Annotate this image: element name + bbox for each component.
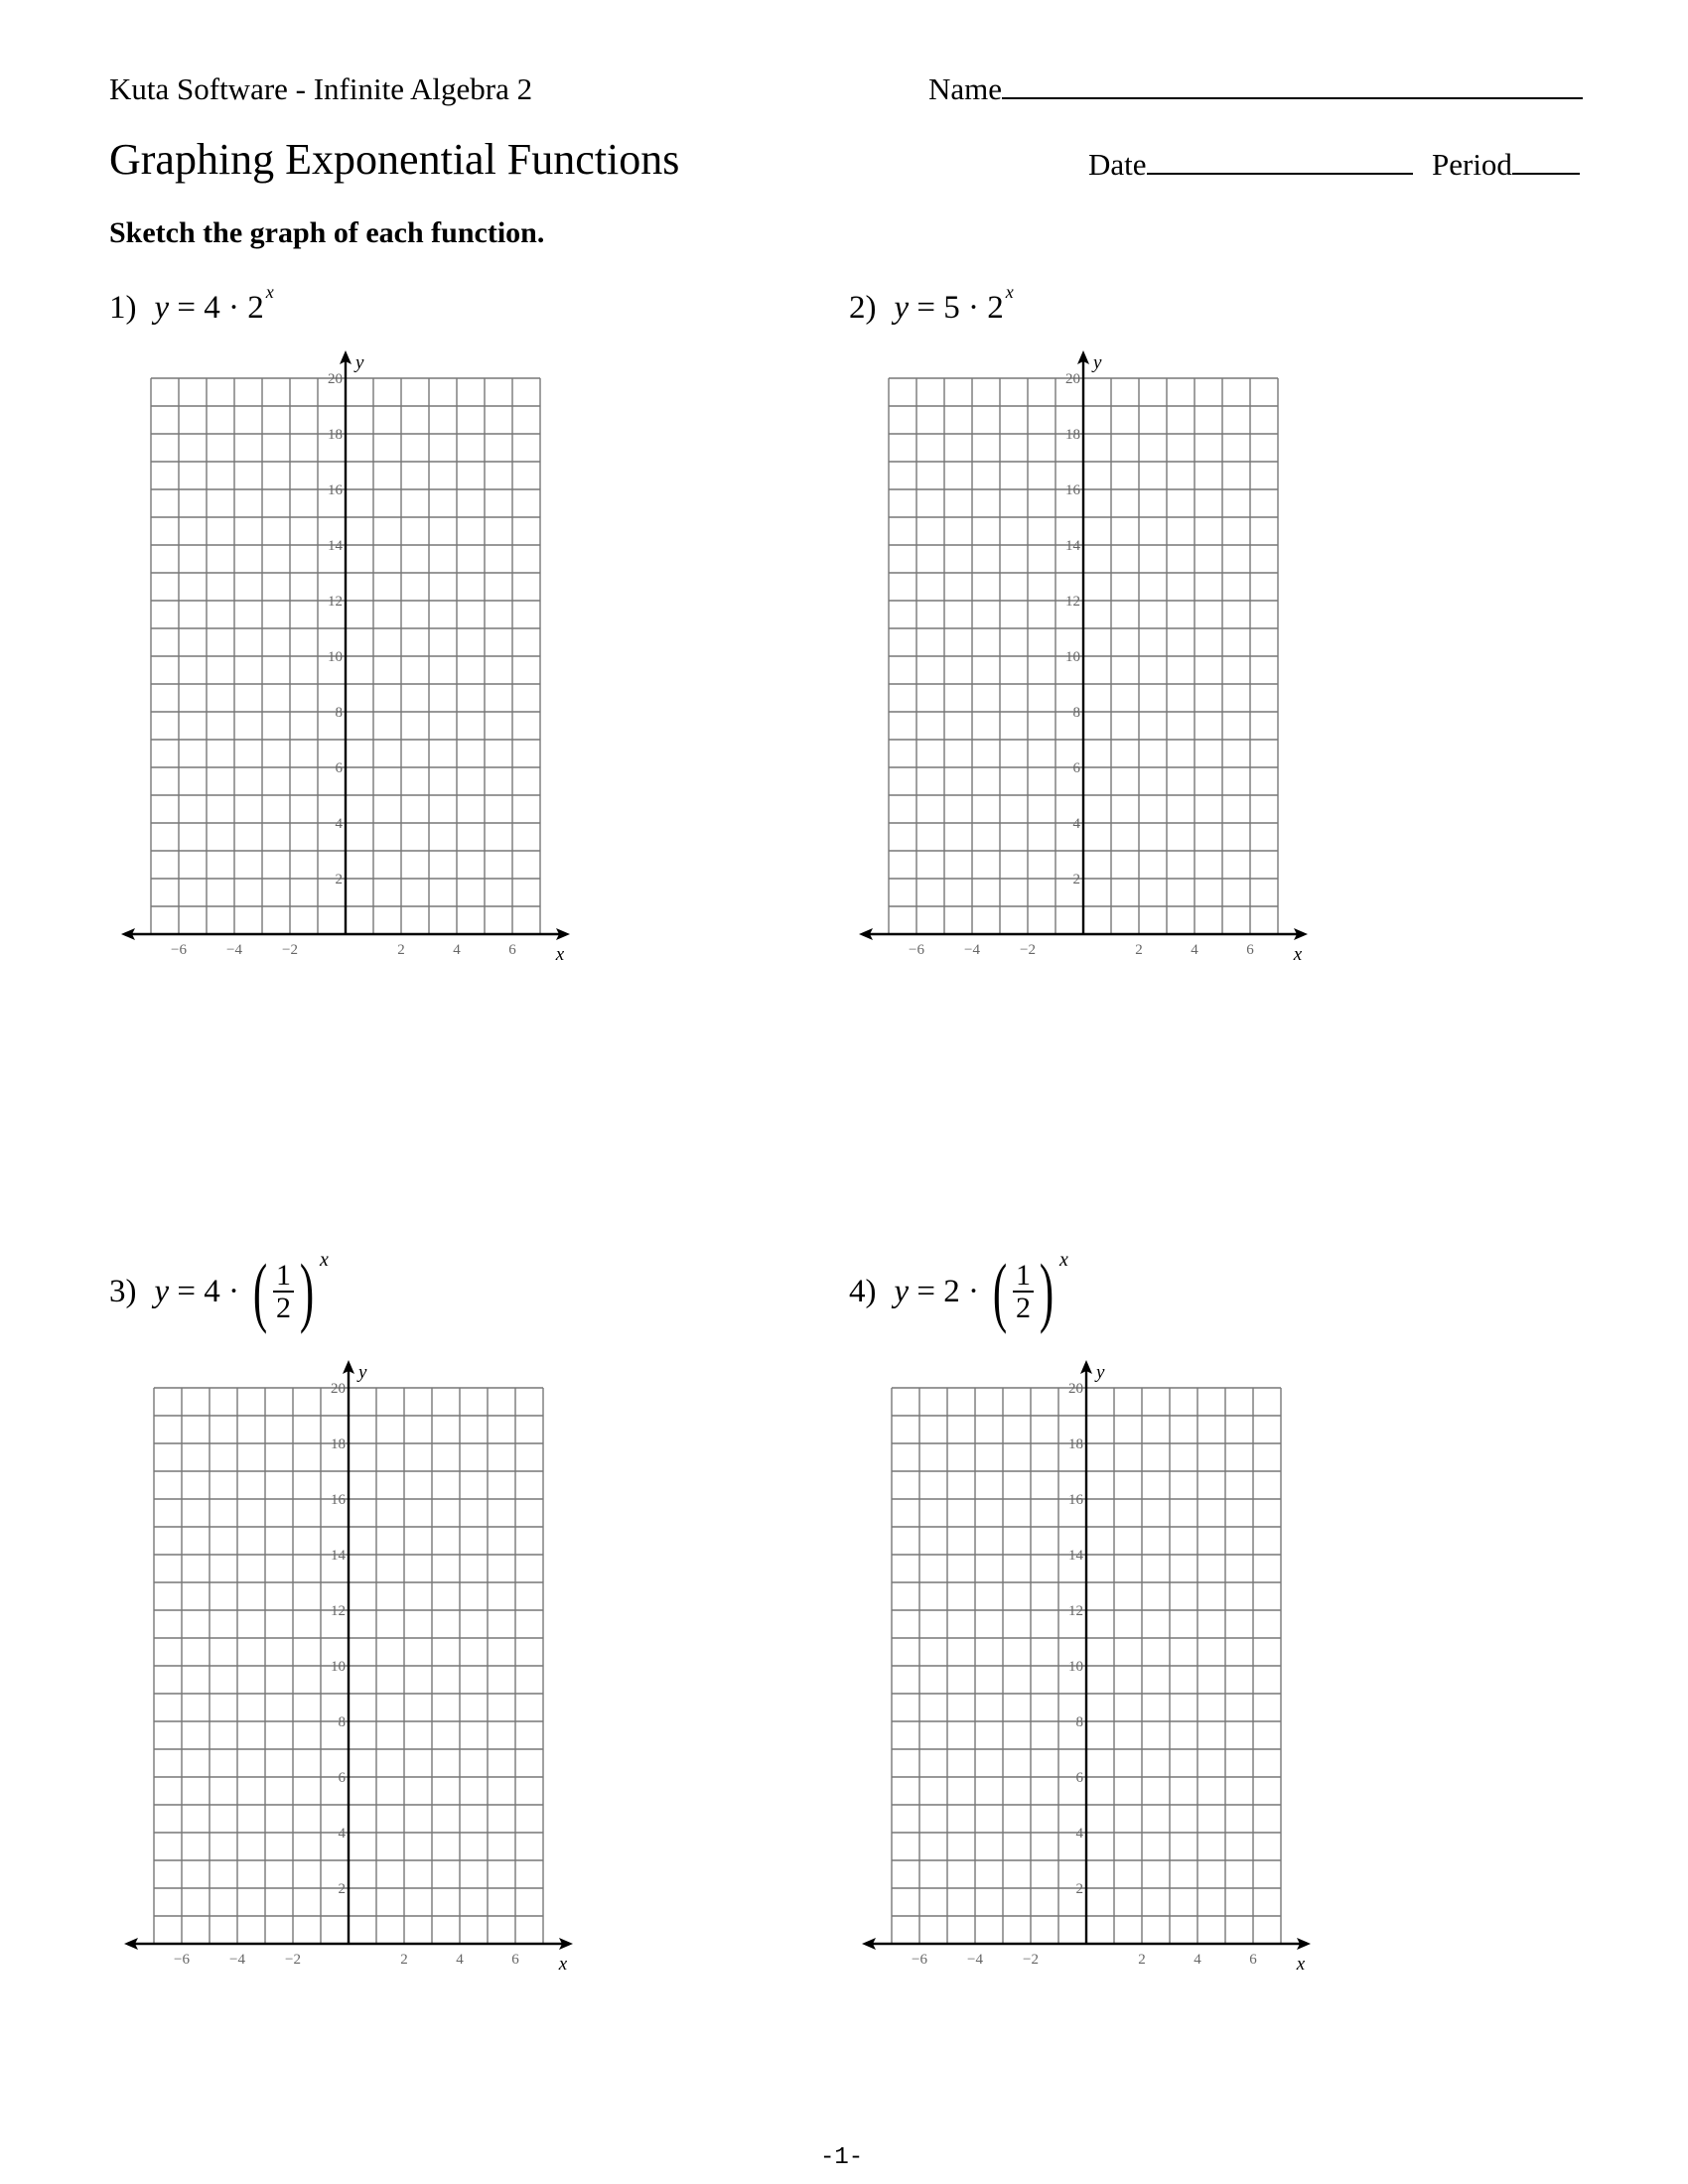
right-paren: ) [299, 1248, 315, 1334]
x-tick-label: 4 [1194, 1952, 1201, 1968]
equation-exponent: x [265, 282, 274, 302]
y-tick-label: 4 [335, 816, 343, 832]
y-tick-label: 16 [1068, 1492, 1083, 1508]
right-paren: ) [1039, 1248, 1055, 1334]
y-axis-label: y [1093, 352, 1102, 373]
fraction-numerator: 1 [273, 1260, 294, 1294]
y-tick-label: 18 [331, 1436, 346, 1452]
x-tick-label: 2 [1138, 1952, 1146, 1968]
worksheet-title: Graphing Exponential Functions [109, 135, 680, 184]
problem-number: 3) [109, 1273, 137, 1309]
y-tick-label: 2 [1072, 872, 1080, 887]
y-tick-label: 8 [1072, 705, 1080, 721]
y-tick-label: 14 [1068, 1548, 1083, 1564]
x-tick-label: −2 [282, 942, 298, 958]
x-tick-label: −4 [964, 942, 980, 958]
x-tick-label: −6 [909, 942, 924, 958]
x-axis-label: x [1293, 944, 1303, 965]
y-axis-label: y [355, 352, 364, 373]
equation-lhs: y [894, 290, 910, 326]
equation-exponent: x [1005, 282, 1014, 302]
x-tick-label: −2 [1020, 942, 1036, 958]
y-tick-label: 8 [338, 1714, 346, 1730]
y-tick-label: 20 [1068, 1381, 1083, 1397]
period-label: Period [1432, 147, 1512, 182]
x-tick-label: 4 [456, 1952, 464, 1968]
equation-lhs: y [894, 1273, 910, 1309]
equation-rhs: = 2 · [916, 1273, 980, 1309]
x-tick-label: 2 [1135, 942, 1143, 958]
y-tick-label: 20 [331, 1381, 346, 1397]
y-tick-label: 2 [1075, 1881, 1083, 1897]
y-tick-label: 18 [1065, 427, 1080, 443]
y-axis-label: y [358, 1362, 367, 1383]
name-label: Name [928, 71, 1003, 106]
problem-number: 1) [109, 290, 137, 326]
fraction-denominator: 2 [276, 1292, 291, 1324]
y-tick-label: 10 [1068, 1659, 1083, 1675]
problem-number: 2) [849, 290, 877, 326]
y-tick-label: 14 [328, 538, 343, 554]
y-tick-label: 10 [328, 649, 343, 665]
equation-exponent: x [1058, 1249, 1068, 1271]
x-tick-label: 2 [397, 942, 405, 958]
x-tick-label: −6 [174, 1952, 190, 1968]
y-tick-label: 2 [335, 872, 343, 887]
y-tick-label: 18 [1068, 1436, 1083, 1452]
equation-rhs: = 4 · 2 [177, 290, 264, 326]
left-paren: ( [252, 1248, 268, 1334]
y-tick-label: 20 [1065, 371, 1080, 387]
y-tick-label: 6 [335, 760, 343, 776]
page-number: -1- [820, 2144, 864, 2171]
y-axis-label: y [1096, 1362, 1105, 1383]
x-tick-label: −6 [171, 942, 187, 958]
y-tick-label: 4 [1072, 816, 1080, 832]
y-tick-label: 6 [1075, 1770, 1083, 1786]
x-tick-label: 6 [511, 1952, 519, 1968]
x-tick-label: 6 [1249, 1952, 1257, 1968]
equation-rhs: = 5 · 2 [916, 290, 1004, 326]
equation-rhs: = 4 · [177, 1273, 240, 1309]
y-tick-label: 16 [331, 1492, 346, 1508]
y-tick-label: 6 [338, 1770, 346, 1786]
x-tick-label: 6 [508, 942, 516, 958]
x-tick-label: −6 [912, 1952, 927, 1968]
y-tick-label: 6 [1072, 760, 1080, 776]
y-tick-label: 4 [1075, 1826, 1083, 1842]
instructions: Sketch the graph of each function. [109, 216, 545, 249]
x-tick-label: −4 [226, 942, 242, 958]
y-tick-label: 8 [335, 705, 343, 721]
y-tick-label: 12 [1068, 1603, 1083, 1619]
y-tick-label: 18 [328, 427, 343, 443]
x-tick-label: 6 [1246, 942, 1254, 958]
y-tick-label: 16 [328, 482, 343, 498]
left-paren: ( [992, 1248, 1008, 1334]
x-axis-label: x [558, 1954, 568, 1975]
y-tick-label: 12 [331, 1603, 346, 1619]
x-tick-label: 4 [1191, 942, 1198, 958]
y-tick-label: 4 [338, 1826, 346, 1842]
x-tick-label: −2 [1023, 1952, 1039, 1968]
equation-lhs: y [154, 290, 170, 326]
equation-exponent: x [319, 1249, 329, 1271]
x-tick-label: −4 [967, 1952, 983, 1968]
y-tick-label: 14 [331, 1548, 346, 1564]
publisher-label: Kuta Software - Infinite Algebra 2 [109, 71, 533, 106]
y-tick-label: 16 [1065, 482, 1080, 498]
x-tick-label: 4 [453, 942, 461, 958]
y-tick-label: 10 [1065, 649, 1080, 665]
y-tick-label: 12 [328, 594, 343, 610]
y-tick-label: 10 [331, 1659, 346, 1675]
fraction-denominator: 2 [1016, 1292, 1031, 1324]
y-tick-label: 2 [338, 1881, 346, 1897]
y-tick-label: 12 [1065, 594, 1080, 610]
y-tick-label: 14 [1065, 538, 1080, 554]
x-tick-label: −4 [229, 1952, 245, 1968]
date-label: Date [1088, 147, 1147, 182]
x-tick-label: 2 [400, 1952, 408, 1968]
x-tick-label: −2 [285, 1952, 301, 1968]
fraction-numerator: 1 [1013, 1260, 1034, 1294]
problem-number: 4) [849, 1273, 877, 1309]
equation-lhs: y [154, 1273, 170, 1309]
x-axis-label: x [1296, 1954, 1306, 1975]
y-tick-label: 20 [328, 371, 343, 387]
x-axis-label: x [555, 944, 565, 965]
y-tick-label: 8 [1075, 1714, 1083, 1730]
